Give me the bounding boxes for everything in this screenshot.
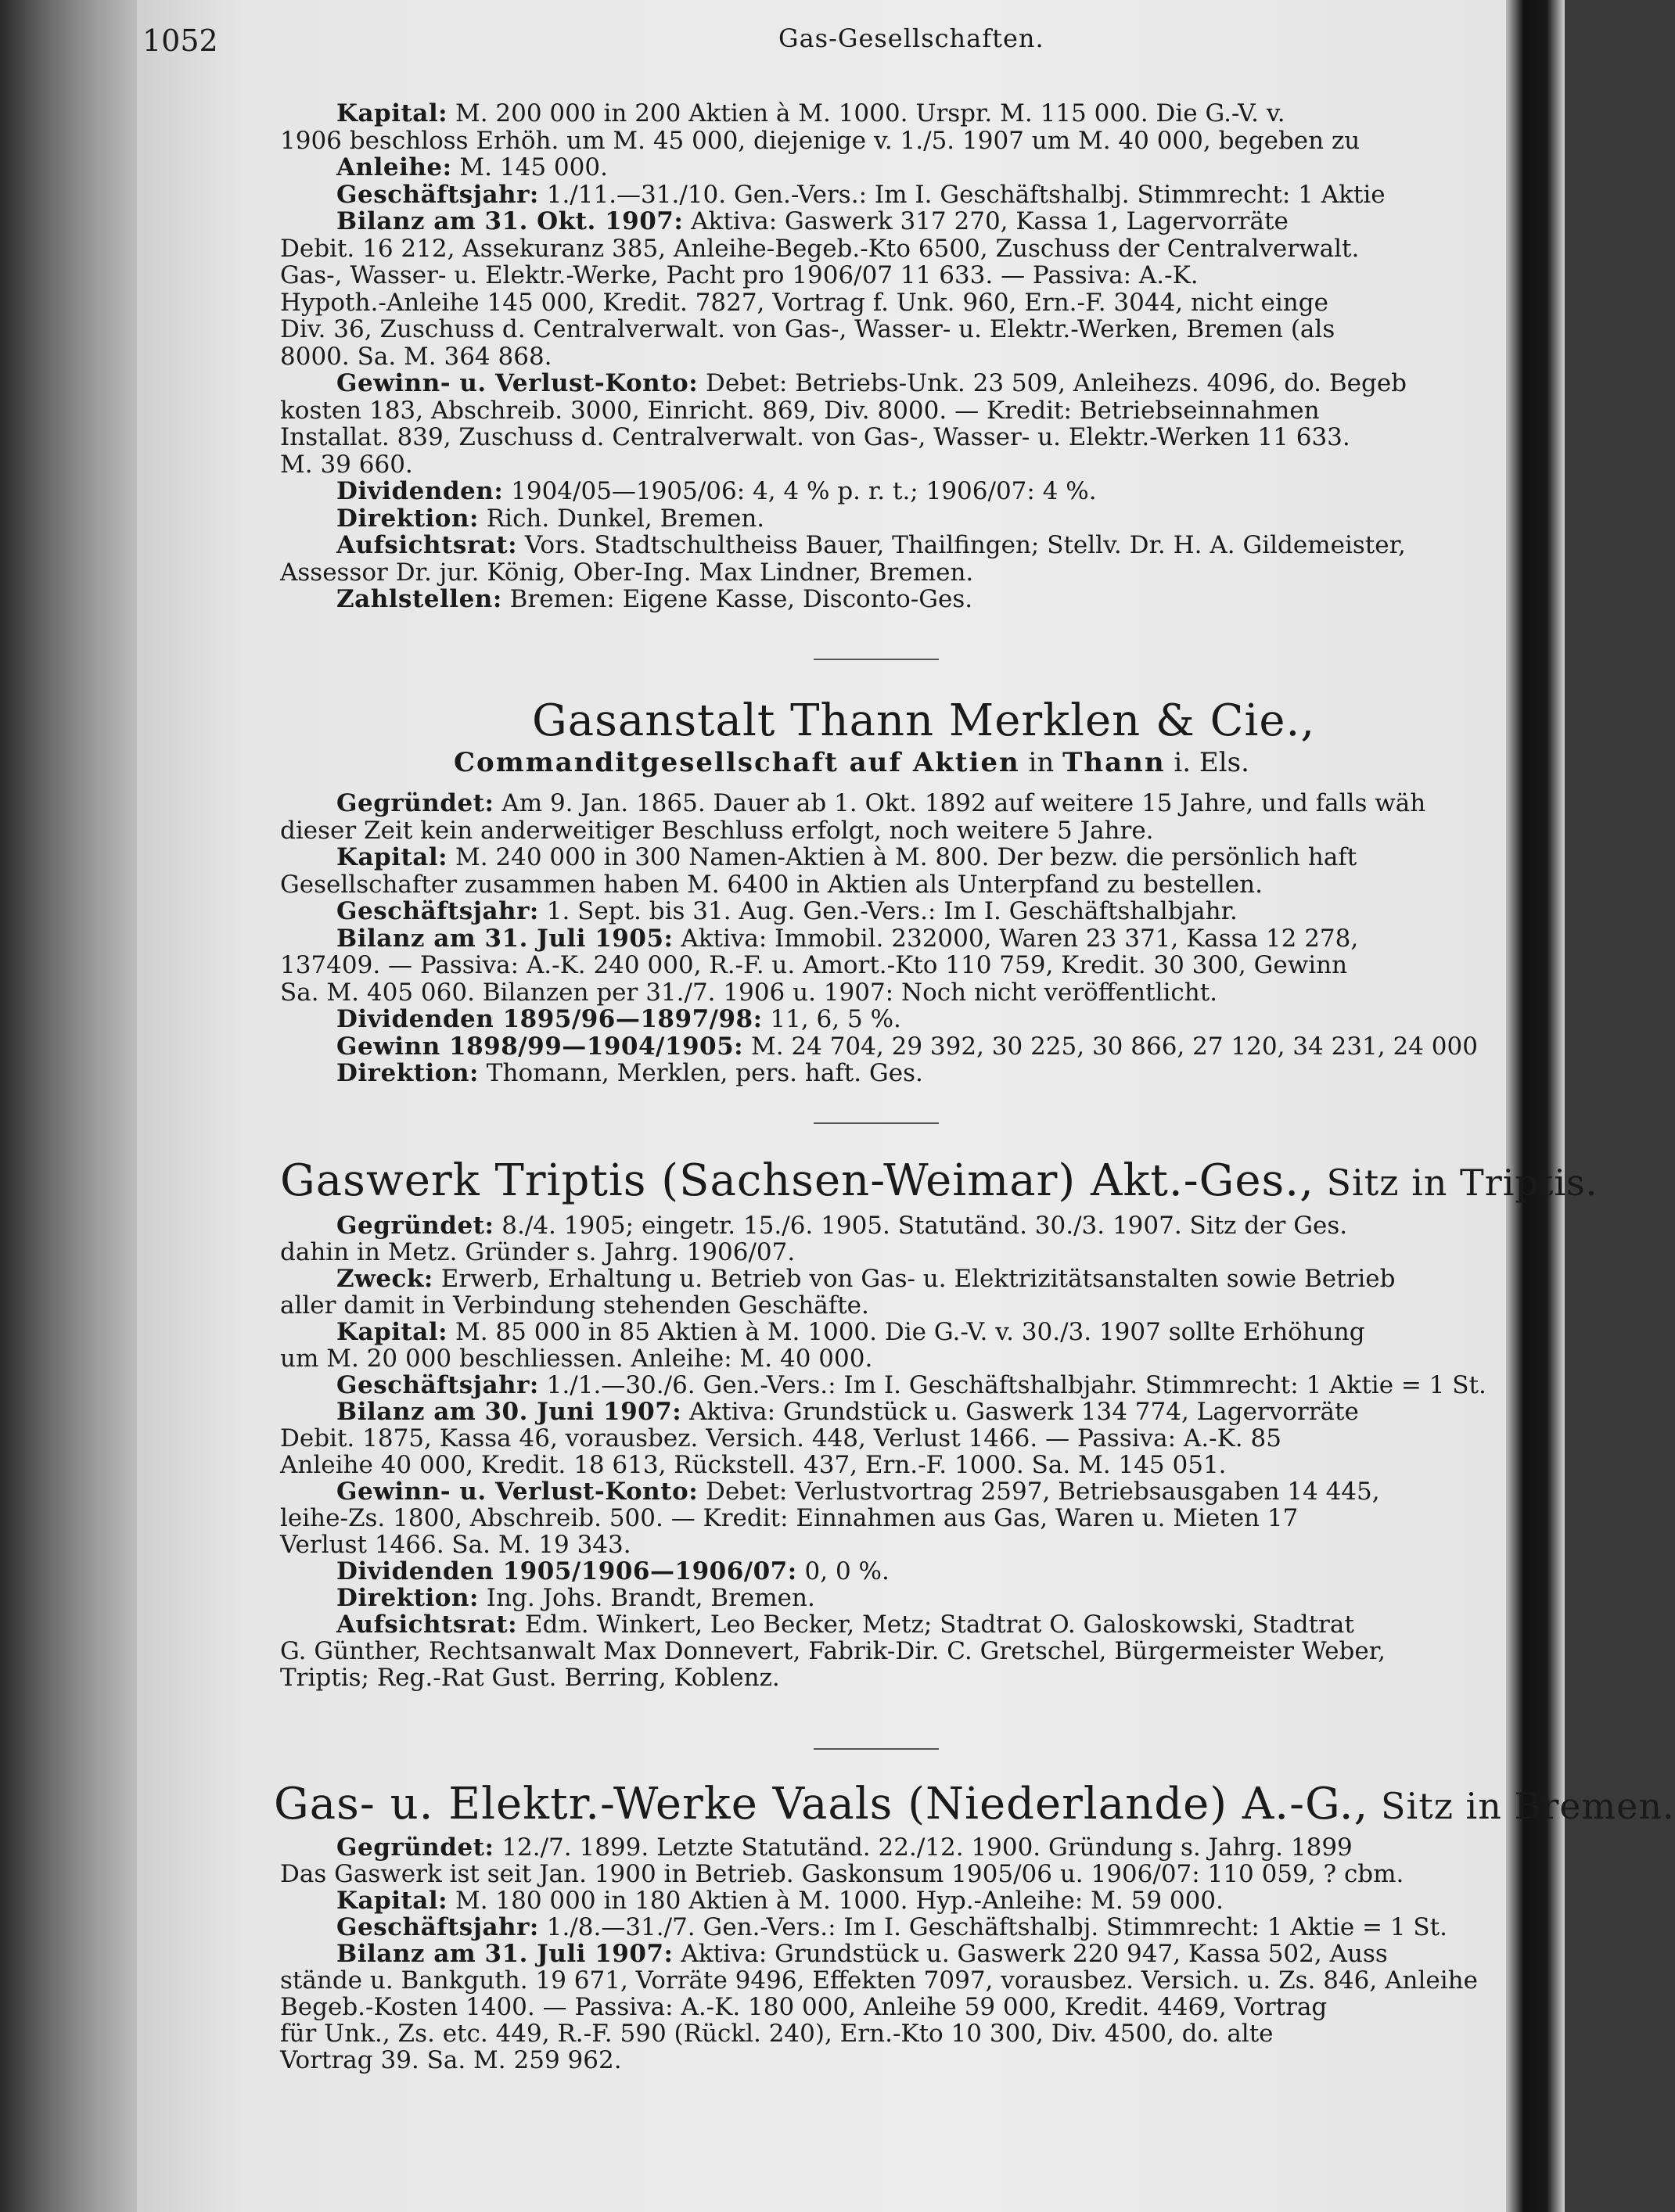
field-text: M. 39 660. (280, 450, 413, 479)
field-text: 1906 beschloss Erhöh. um M. 45 000, diejenige v. 1./5. 1907 um M. 40 000, begeben zu (280, 126, 1360, 155)
field-text: Bremen: Eigene Kasse, Disconto-Ges. (501, 585, 973, 613)
field-label: Bilanz am 31. Juli 1907: (336, 1940, 674, 1968)
field-label: Direktion: (336, 1584, 479, 1612)
field-label: Dividenden: (336, 477, 504, 505)
page-right-edge (1506, 0, 1565, 2212)
text-line (0, 925, 1358, 952)
text-line (0, 1478, 1380, 1505)
field-text: Div. 36, Zuschuss d. Centralverwalt. von Gas-, Wasser- u. Elektr.-Werken, Bremen (als (280, 315, 1335, 343)
field-text: Verlust 1466. Sa. M. 19 343. (280, 1531, 631, 1559)
text-line (0, 397, 1320, 424)
field-label: Aufsichtsrat: (336, 531, 518, 559)
field-text: M. 240 000 in 300 Namen-Aktien à M. 800. Der bezw. die persönlich haft (448, 843, 1357, 871)
field-text: 1904/05—1905/06: 4, 4 % p. r. t.; 1906/07: 4 %. (503, 477, 1097, 505)
field-text: Vortrag 39. Sa. M. 259 962. (280, 2046, 622, 2074)
field-text: Begeb.-Kosten 1400. — Passiva: A.-K. 180 000, Anleihe 59 000, Kredit. 4469, Vortrag (280, 1993, 1328, 2021)
field-text: Rich. Dunkel, Bremen. (478, 504, 765, 533)
text-line (0, 1399, 1359, 1425)
text-line (0, 586, 972, 612)
text-line (0, 817, 1154, 844)
text-line (0, 1638, 1386, 1664)
field-label: Dividenden 1895/96—1897/98: (336, 1005, 763, 1033)
field-text: Triptis; Reg.-Rat Gust. Berring, Koblenz. (280, 1664, 780, 1692)
text-line (0, 478, 1097, 505)
text-line (0, 424, 1350, 451)
field-label: Gegründet: (336, 789, 494, 817)
text-line (0, 1585, 815, 1611)
text-line (0, 1212, 1347, 1239)
text-line (0, 979, 1217, 1006)
field-label: Direktion: (336, 504, 479, 533)
field-text: Debit. 1875, Kassa 46, vorausbez. Versich. 448, Verlust 1466. — Passiva: A.-K. 85 (280, 1424, 1281, 1453)
text-line (0, 505, 764, 532)
text-line (0, 1239, 795, 1266)
text-line (0, 154, 608, 181)
field-label: Geschäftsjahr: (336, 1913, 539, 1941)
text-line (0, 1967, 1478, 1994)
field-text: M. 24 704, 29 392, 30 225, 30 866, 27 120, 34 231, 24 000 (743, 1032, 1478, 1061)
text-line (0, 1006, 901, 1032)
field-text: stände u. Bankguth. 19 671, Vorräte 9496, Effekten 7097, vorausbez. Versich. u. Zs. 846, Anleihe (280, 1966, 1478, 1995)
page-number: 1052 (142, 23, 218, 58)
text-line (0, 208, 1289, 235)
field-text: M. 85 000 in 85 Aktien à M. 1000. Die G.-V. v. 30./3. 1907 sollte Erhöhung (448, 1318, 1365, 1346)
text-line (0, 316, 1335, 343)
text-line (0, 235, 1359, 262)
field-label: Gewinn- u. Verlust-Konto: (336, 369, 699, 397)
text-line (0, 898, 1238, 925)
text-line (0, 871, 1263, 898)
field-text: Am 9. Jan. 1865. Dauer ab 1. Okt. 1892 auf weitere 15 Jahre, und falls wäh (494, 789, 1426, 817)
field-text: kosten 183, Abschreib. 3000, Einricht. 869, Div. 8000. — Kredit: Betriebseinnahmen (280, 396, 1320, 425)
text-line (0, 1861, 1404, 1887)
field-label: Gegründet: (336, 1212, 494, 1240)
text-line (0, 1060, 923, 1086)
text-line (0, 343, 552, 370)
field-text: Edm. Winkert, Leo Becker, Metz; Stadtrat O. Galoskowski, Stadtrat (517, 1611, 1354, 1639)
field-label: Geschäftsjahr: (336, 897, 539, 925)
section-4-title (274, 1779, 1675, 1831)
section-2-subtitle-in: in (1019, 747, 1063, 778)
field-text: Hypoth.-Anleihe 145 000, Kredit. 7827, Vortrag f. Unk. 960, Ern.-F. 3044, nicht einge (280, 288, 1328, 317)
field-label: Bilanz am 31. Juli 1905: (336, 924, 674, 953)
text-line (0, 952, 1347, 979)
field-text: aller damit in Verbindung stehenden Geschäfte. (280, 1291, 869, 1320)
text-line (0, 1834, 1353, 1861)
page-header (0, 23, 1565, 63)
field-label: Kapital: (336, 1887, 448, 1915)
field-text: um M. 20 000 beschliessen. Anleihe: M. 40 000. (280, 1345, 873, 1373)
field-text: Erwerb, Erhaltung u. Betrieb von Gas- u. Elektrizitätsanstalten sowie Betrieb (433, 1265, 1396, 1293)
text-line (0, 1611, 1354, 1638)
section-3-title (280, 1156, 1598, 1208)
text-line (0, 1994, 1327, 2020)
field-text: 1. Sept. bis 31. Aug. Gen.-Vers.: Im I. Geschäftshalbjahr. (538, 897, 1238, 925)
text-line (0, 1319, 1365, 1345)
field-text: 1./1.—30./6. Gen.-Vers.: Im I. Geschäftshalbjahr. Stimmrecht: 1 Aktie = 1 St. (538, 1371, 1486, 1399)
field-label: Zahlstellen: (336, 585, 502, 613)
text-line (0, 370, 1407, 397)
field-text: M. 180 000 in 180 Aktien à M. 1000. Hyp.-Anleihe: M. 59 000. (448, 1887, 1224, 1915)
field-text: Aktiva: Immobil. 232000, Waren 23 371, Kassa 12 278, (673, 924, 1359, 953)
section-divider (814, 659, 939, 660)
field-text: M. 200 000 in 200 Aktien à M. 1000. Urspr. M. 115 000. Die G.-V. v. (448, 99, 1285, 127)
text-line (0, 1452, 1227, 1478)
field-text: Debit. 16 212, Assekuranz 385, Anleihe-Begeb.-Kto 6500, Zuschuss der Centralverwalt. (280, 234, 1360, 263)
field-text: dahin in Metz. Gründer s. Jahrg. 1906/07. (280, 1238, 796, 1266)
field-text: 11, 6, 5 %. (762, 1005, 901, 1033)
field-label: Bilanz am 30. Juni 1907: (336, 1398, 682, 1426)
field-label: Bilanz am 31. Okt. 1907: (336, 207, 684, 235)
field-text: 1./11.—31./10. Gen.-Vers.: Im I. Geschäftshalbj. Stimmrecht: 1 Aktie (538, 180, 1386, 209)
text-line (0, 1033, 1478, 1060)
field-text: Debet: Verlustvortrag 2597, Betriebsausgaben 14 445, (698, 1478, 1380, 1506)
field-label: Anleihe: (336, 153, 452, 181)
text-line (0, 2020, 1274, 2047)
field-text: Ing. Johs. Brandt, Bremen. (478, 1584, 815, 1612)
field-label: Geschäftsjahr: (336, 1371, 539, 1399)
text-line (0, 100, 1285, 127)
field-label: Gewinn 1898/99—1904/1905: (336, 1032, 744, 1061)
field-text: Assessor Dr. jur. König, Ober-Ing. Max Lindner, Bremen. (280, 558, 974, 587)
field-label: Dividenden 1905/1906—1906/07: (336, 1557, 797, 1585)
text-line (0, 1345, 872, 1372)
section-4-title-main: Gas- u. Elektr.-Werke Vaals (Niederlande) A.-G., (274, 1779, 1369, 1830)
field-text: Aktiva: Grundstück u. Gaswerk 220 947, Kassa 502, Auss (673, 1940, 1388, 1968)
text-line (0, 2047, 622, 2074)
text-line (0, 844, 1357, 871)
field-text: Gesellschafter zusammen haben M. 6400 in Aktien als Unterpfand zu bestellen. (280, 870, 1263, 899)
field-text: 12./7. 1899. Letzte Statutänd. 22./12. 1900. Gründung s. Jahrg. 1899 (494, 1833, 1353, 1862)
field-label: Kapital: (336, 1318, 448, 1346)
section-divider (814, 1748, 939, 1750)
field-label: Direktion: (336, 1059, 479, 1087)
field-label: Kapital: (336, 843, 448, 871)
field-text: Das Gaswerk ist seit Jan. 1900 in Betrieb. Gaskonsum 1905/06 u. 1906/07: 110 059, ? cbm. (280, 1860, 1404, 1888)
text-line (0, 1914, 1447, 1941)
section-3-title-seat: Sitz in Triptis. (1314, 1162, 1598, 1204)
text-line (0, 1532, 631, 1558)
field-text: Anleihe 40 000, Kredit. 18 613, Rückstell. 437, Ern.-F. 1000. Sa. M. 145 051. (280, 1451, 1227, 1479)
field-text: 8000. Sa. M. 364 868. (280, 342, 552, 371)
field-text: 137409. — Passiva: A.-K. 240 000, R.-F. u. Amort.-Kto 110 759, Kredit. 30 300, Gewinn (280, 951, 1348, 979)
text-line (0, 1887, 1224, 1914)
section-2-title: Gasanstalt Thann Merklen & Cie., (532, 695, 1316, 746)
section-2-subtitle-company-type: Commanditgesellschaft auf Aktien (454, 747, 1020, 778)
field-text: Aktiva: Gaswerk 317 270, Kassa 1, Lagervorräte (683, 207, 1289, 235)
field-text: Thomann, Merklen, pers. haft. Ges. (478, 1059, 923, 1087)
field-label: Gegründet: (336, 1833, 494, 1862)
section-2-subtitle-place: Thann (1062, 747, 1166, 778)
text-line (0, 1266, 1395, 1292)
field-label: Kapital: (336, 99, 448, 127)
text-line (0, 1558, 890, 1585)
field-text: leihe-Zs. 1800, Abschreib. 500. — Kredit: Einnahmen aus Gas, Waren u. Mieten 17 (280, 1504, 1299, 1532)
field-text: 1./8.—31./7. Gen.-Vers.: Im I. Geschäftshalbj. Stimmrecht: 1 Aktie = 1 St. (538, 1913, 1447, 1941)
field-text: Sa. M. 405 060. Bilanzen per 31./7. 1906 u. 1907: Noch nicht veröffentlicht. (280, 978, 1218, 1007)
text-line (0, 1372, 1486, 1399)
field-text: dieser Zeit kein anderweitiger Beschluss erfolgt, noch weitere 5 Jahre. (280, 816, 1154, 845)
section-2-subtitle-region: i. Els. (1165, 747, 1249, 778)
text-line (0, 262, 1199, 289)
field-text: Debet: Betriebs-Unk. 23 509, Anleihezs. 4096, do. Begeb (698, 369, 1407, 397)
text-line (0, 532, 1406, 558)
section-3-title-main: Gaswerk Triptis (Sachsen-Weimar) Akt.-Ges., (280, 1155, 1314, 1206)
field-text: Aktiva: Grundstück u. Gaswerk 134 774, Lagervorräte (681, 1398, 1359, 1426)
section-divider (814, 1122, 939, 1124)
running-title: Gas-Gesellschaften. (778, 23, 1044, 53)
field-label: Gewinn- u. Verlust-Konto: (336, 1478, 699, 1506)
text-line (0, 1941, 1388, 1967)
text-line (0, 1292, 869, 1319)
text-line (0, 1425, 1281, 1452)
text-line (0, 1505, 1298, 1532)
field-text: 8./4. 1905; eingetr. 15./6. 1905. Statutänd. 30./3. 1907. Sitz der Ges. (494, 1212, 1348, 1240)
field-text: Gas-, Wasser- u. Elektr.-Werke, Pacht pro 1906/07 11 633. — Passiva: A.-K. (280, 261, 1199, 289)
text-line (0, 559, 973, 586)
section-2-subtitle (454, 747, 1249, 778)
text-line (0, 790, 1425, 817)
field-text: G. Günther, Rechtsanwalt Max Donnevert, Fabrik-Dir. C. Gretschel, Bürgermeister Weber, (280, 1637, 1386, 1665)
field-text: M. 145 000. (451, 153, 608, 181)
field-text: Vors. Stadtschultheiss Bauer, Thailfingen; Stellv. Dr. H. A. Gildemeister, (517, 531, 1406, 559)
section-4-title-seat: Sitz in Bremen. (1368, 1785, 1675, 1827)
field-label: Aufsichtsrat: (336, 1611, 518, 1639)
field-label: Geschäftsjahr: (336, 180, 539, 209)
text-line (0, 1664, 780, 1691)
field-text: für Unk., Zs. etc. 449, R.-F. 590 (Rückl. 240), Ern.-Kto 10 300, Div. 4500, do. alte (280, 2020, 1274, 2048)
field-text: Installat. 839, Zuschuss d. Centralverwalt. von Gas-, Wasser- u. Elektr.-Werken 11 633. (280, 423, 1350, 451)
text-line (0, 181, 1386, 208)
field-label: Zweck: (336, 1265, 433, 1293)
text-line (0, 289, 1328, 316)
text-line (0, 451, 413, 478)
field-text: 0, 0 %. (796, 1557, 890, 1585)
text-line (0, 127, 1360, 154)
